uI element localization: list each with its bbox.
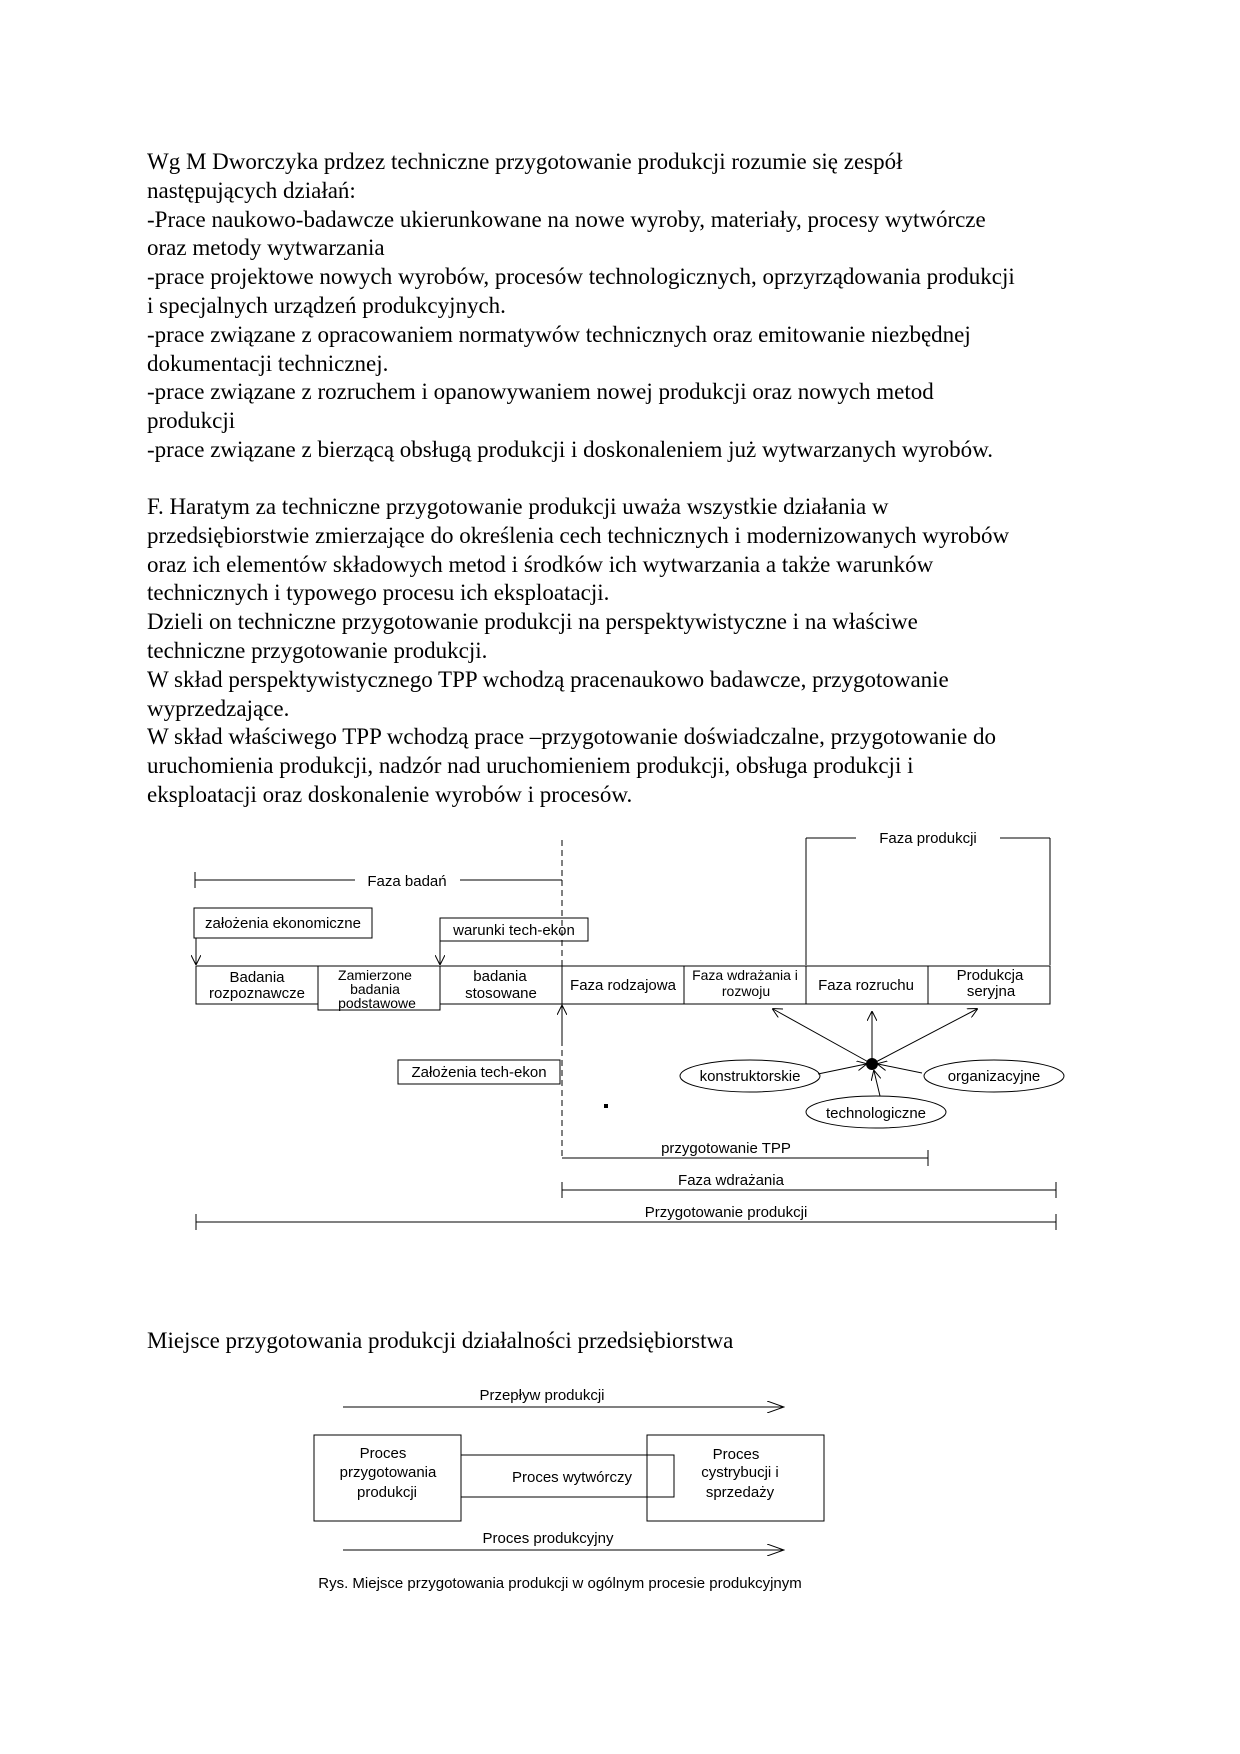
text-line: -prace związane z bierzącą obsługą produkcji i doskonaleniem już wytwarzanych wyrobów.	[147, 436, 993, 462]
phase-label: stosowane	[465, 985, 537, 1002]
section-title: Miejsce przygotowania produkcji działalności przedsiębiorstwa	[147, 1328, 734, 1353]
warunki-tech-ekon-label: warunki tech-ekon	[453, 922, 575, 939]
figure-caption: Rys. Miejsce przygotowania produkcji w ogólnym procesie produkcyjnym	[318, 1575, 802, 1592]
technologiczne-label: technologiczne	[825, 1105, 927, 1122]
text-line: oraz ich elementów składowych metod i środków ich wytwarzania a także warunków	[147, 551, 934, 577]
process-diagram	[0, 1380, 1240, 1600]
phase-label: Zamierzone	[338, 967, 412, 983]
proces-przygotowania-label: przygotowania	[339, 1464, 437, 1481]
phase-label: Faza rodzajowa	[570, 977, 676, 994]
phase-label: Faza rozruchu	[818, 977, 914, 994]
text-line: i specjalnych urządzeń produkcyjnych.	[147, 292, 506, 318]
text-line: wyprzedzające.	[147, 695, 290, 721]
paragraph-dworczyk	[147, 148, 1097, 465]
text-line: następujących działań:	[147, 177, 356, 203]
konstruktorskie-label: konstruktorskie	[699, 1068, 801, 1085]
text-line: przedsiębiorstwie zmierzające do określenia cech technicznych i modernizowanych wyrobów	[147, 522, 1010, 548]
faza-wdrazania-label: Faza wdrażania	[678, 1172, 784, 1189]
text-line: -prace związane z opracowaniem normatywów technicznych oraz emitowanie niezbędnej	[147, 321, 971, 347]
phase-label: Produkcja	[956, 967, 1024, 984]
phase-label: podstawowe	[338, 995, 416, 1011]
text-line: -prace związane z rozruchem i opanowywaniem nowej produkcji oraz nowych metod	[147, 379, 934, 405]
stray-dot	[604, 1104, 608, 1108]
arrow	[872, 1009, 977, 1064]
phases-diagram	[0, 820, 1240, 1240]
text-line: F. Haratym za techniczne przygotowanie produkcji uważa wszystkie działania w	[147, 494, 889, 519]
text-line: dokumentacji technicznej.	[147, 350, 389, 376]
text-line: Wg M Dworczyka prdzez techniczne przygotowanie produkcji rozumie się zespół	[147, 149, 903, 174]
przeplyw-label: Przepływ produkcji	[479, 1387, 605, 1404]
phase-label: rozpoznawcze	[209, 985, 305, 1002]
faza-produkcji-bracket	[806, 830, 1050, 965]
text-line: techniczne przygotowanie produkcji.	[147, 637, 488, 663]
text-line: W skład właściwego TPP wchodzą prace –przygotowanie doświadczalne, przygotowanie do	[147, 724, 997, 750]
faza-produkcji-label: Faza produkcji	[879, 830, 977, 847]
arrow	[874, 1071, 880, 1096]
phase-label: Faza wdrażania i	[692, 967, 798, 983]
text-line: Dzieli on techniczne przygotowanie produkcji na perspektywistyczne i na właściwe	[147, 609, 918, 635]
text-line: produkcji	[147, 408, 236, 434]
phase-label: Badania	[229, 969, 285, 986]
przygotowanie-tpp-label: przygotowanie TPP	[661, 1140, 791, 1157]
proces-przygotowania-label: produkcji	[356, 1484, 418, 1501]
arrow	[818, 1064, 866, 1074]
text-line: -prace projektowe nowych wyrobów, procesów technologicznych, oprzyrządowania produkcji	[147, 264, 1015, 290]
zalozenia-ekonomiczne-label: założenia ekonomiczne	[205, 915, 361, 932]
text-line: uruchomienia produkcji, nadzór nad uruchomieniem produkcji, obsługa produkcji i	[147, 753, 914, 779]
phase-row	[196, 966, 1050, 1011]
zalozenia-tech-ekon-label: Założenia tech-ekon	[411, 1064, 547, 1081]
proces-dystrybucji-label: Proces	[712, 1446, 760, 1463]
przygotowanie-produkcji-label: Przygotowanie produkcji	[644, 1204, 808, 1221]
proces-produkcyjny-label: Proces produkcyjny	[482, 1530, 614, 1547]
arrow	[878, 1064, 922, 1073]
text-line: W skład perspektywistycznego TPP wchodzą pracenaukowo badawcze, przygotowanie	[147, 666, 949, 692]
arrow	[773, 1009, 872, 1064]
proces-dystrybucji-label: sprzedaży	[705, 1484, 775, 1501]
text-line: -Prace naukowo-badawcze ukierunkowane na nowe wyroby, materiały, procesy wytwórcze	[147, 206, 986, 232]
phase-label: rozwoju	[721, 983, 771, 999]
proces-wytworczy-label: Proces wytwórczy	[511, 1469, 633, 1486]
text-line: eksploatacji oraz doskonalenie wyrobów i procesów.	[147, 781, 633, 807]
phase-label: badania	[473, 968, 527, 985]
organizacyjne-label: organizacyjne	[947, 1068, 1041, 1085]
faza-badan-label: Faza badań	[367, 873, 447, 890]
phase-label: seryjna	[966, 983, 1016, 1000]
text-line: technicznych i typowego procesu ich eksploatacji.	[147, 580, 610, 606]
text-line: oraz metody wytwarzania	[147, 235, 385, 261]
faza-badan-span	[195, 872, 562, 890]
proces-dystrybucji-label: cystrybucji i	[701, 1464, 779, 1481]
paragraph-haratym	[147, 493, 1097, 810]
proces-przygotowania-label: Proces	[359, 1445, 407, 1462]
phase-label: badania	[350, 981, 400, 997]
